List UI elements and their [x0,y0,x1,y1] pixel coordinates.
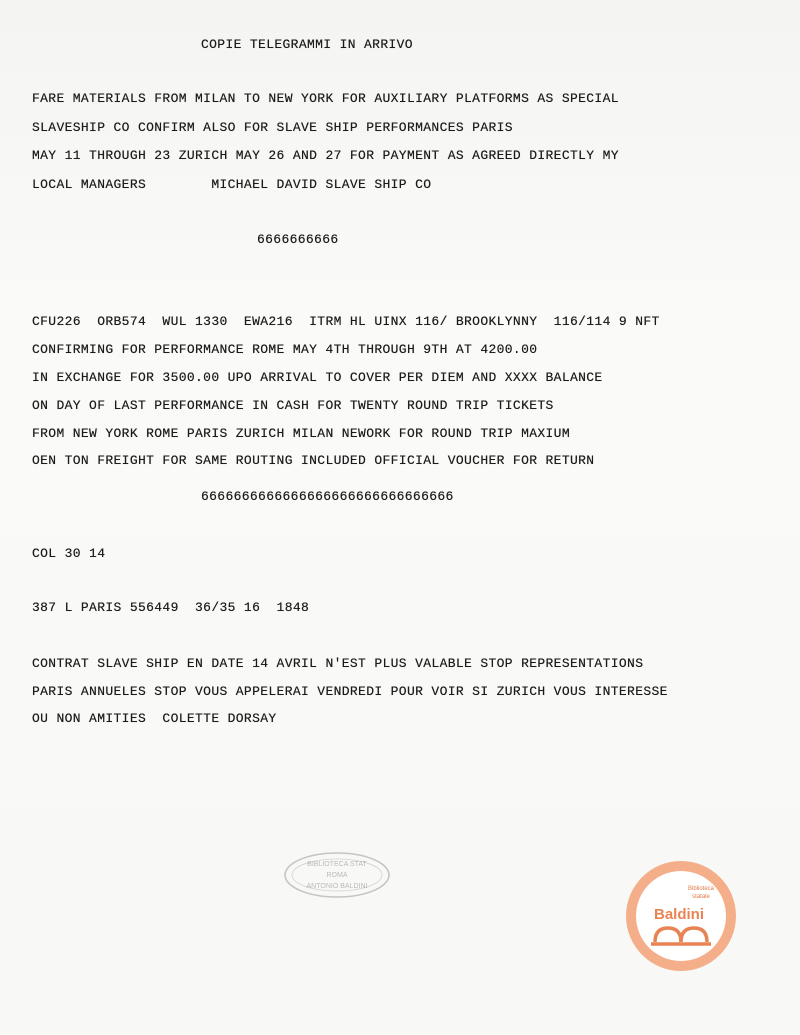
baldini-logo [621,856,741,976]
telegram2-header: CFU226 ORB574 WUL 1330 EWA216 ITRM HL UINX 116/ BROOKLYNNY 116/114 9 NFT [32,314,660,329]
telegram3-header-1: COL 30 14 [32,546,106,561]
telegram3-line-2: PARIS ANNUELES STOP VOUS APPELERAI VENDREDI POUR VOIR SI ZURICH VOUS INTERESSE [32,684,668,699]
stamp-text-top: BIBLIOTECA STAT [307,861,367,868]
document-title: COPIE TELEGRAMMI IN ARRIVO [201,37,413,52]
telegram1-line-1: FARE MATERIALS FROM MILAN TO NEW YORK FOR AUXILIARY PLATFORMS AS SPECIAL [32,91,619,106]
telegram2-separator: 6666666666666666666666666666666 [201,489,454,504]
telegram2-line-2: CONFIRMING FOR PERFORMANCE ROME MAY 4TH THROUGH 9TH AT 4200.00 [32,342,538,357]
stamp-text-mid: ROMA [326,872,348,879]
telegram1-line-2: SLAVESHIP CO CONFIRM ALSO FOR SLAVE SHIP PERFORMANCES PARIS [32,120,513,135]
stamp-text-bottom: ANTONIO BALDINI [306,883,368,890]
logo-small-text-2: statale [692,894,710,900]
library-stamp [282,850,392,900]
telegram1-line-4: LOCAL MANAGERS MICHAEL DAVID SLAVE SHIP CO [32,177,432,192]
telegram1-separator: 6666666666 [257,232,339,247]
telegram1-line-3: MAY 11 THROUGH 23 ZURICH MAY 26 AND 27 FOR PAYMENT AS AGREED DIRECTLY MY [32,148,619,163]
telegram2-line-4: ON DAY OF LAST PERFORMANCE IN CASH FOR TWENTY ROUND TRIP TICKETS [32,398,554,413]
logo-small-text-1: Biblioteca [687,886,715,892]
telegram3-line-3: OU NON AMITIES COLETTE DORSAY [32,711,277,726]
telegram2-line-3: IN EXCHANGE FOR 3500.00 UPO ARRIVAL TO COVER PER DIEM AND XXXX BALANCE [32,370,603,385]
logo-name: Baldini [653,906,705,923]
telegram2-line-6: OEN TON FREIGHT FOR SAME ROUTING INCLUDED OFFICIAL VOUCHER FOR RETURN [32,453,595,468]
telegram2-line-5: FROM NEW YORK ROME PARIS ZURICH MILAN NEWORK FOR ROUND TRIP MAXIUM [32,426,570,441]
telegram3-line-1: CONTRAT SLAVE SHIP EN DATE 14 AVRIL N'EST PLUS VALABLE STOP REPRESENTATIONS [32,656,644,671]
telegram3-header-2: 387 L PARIS 556449 36/35 16 1848 [32,600,310,615]
